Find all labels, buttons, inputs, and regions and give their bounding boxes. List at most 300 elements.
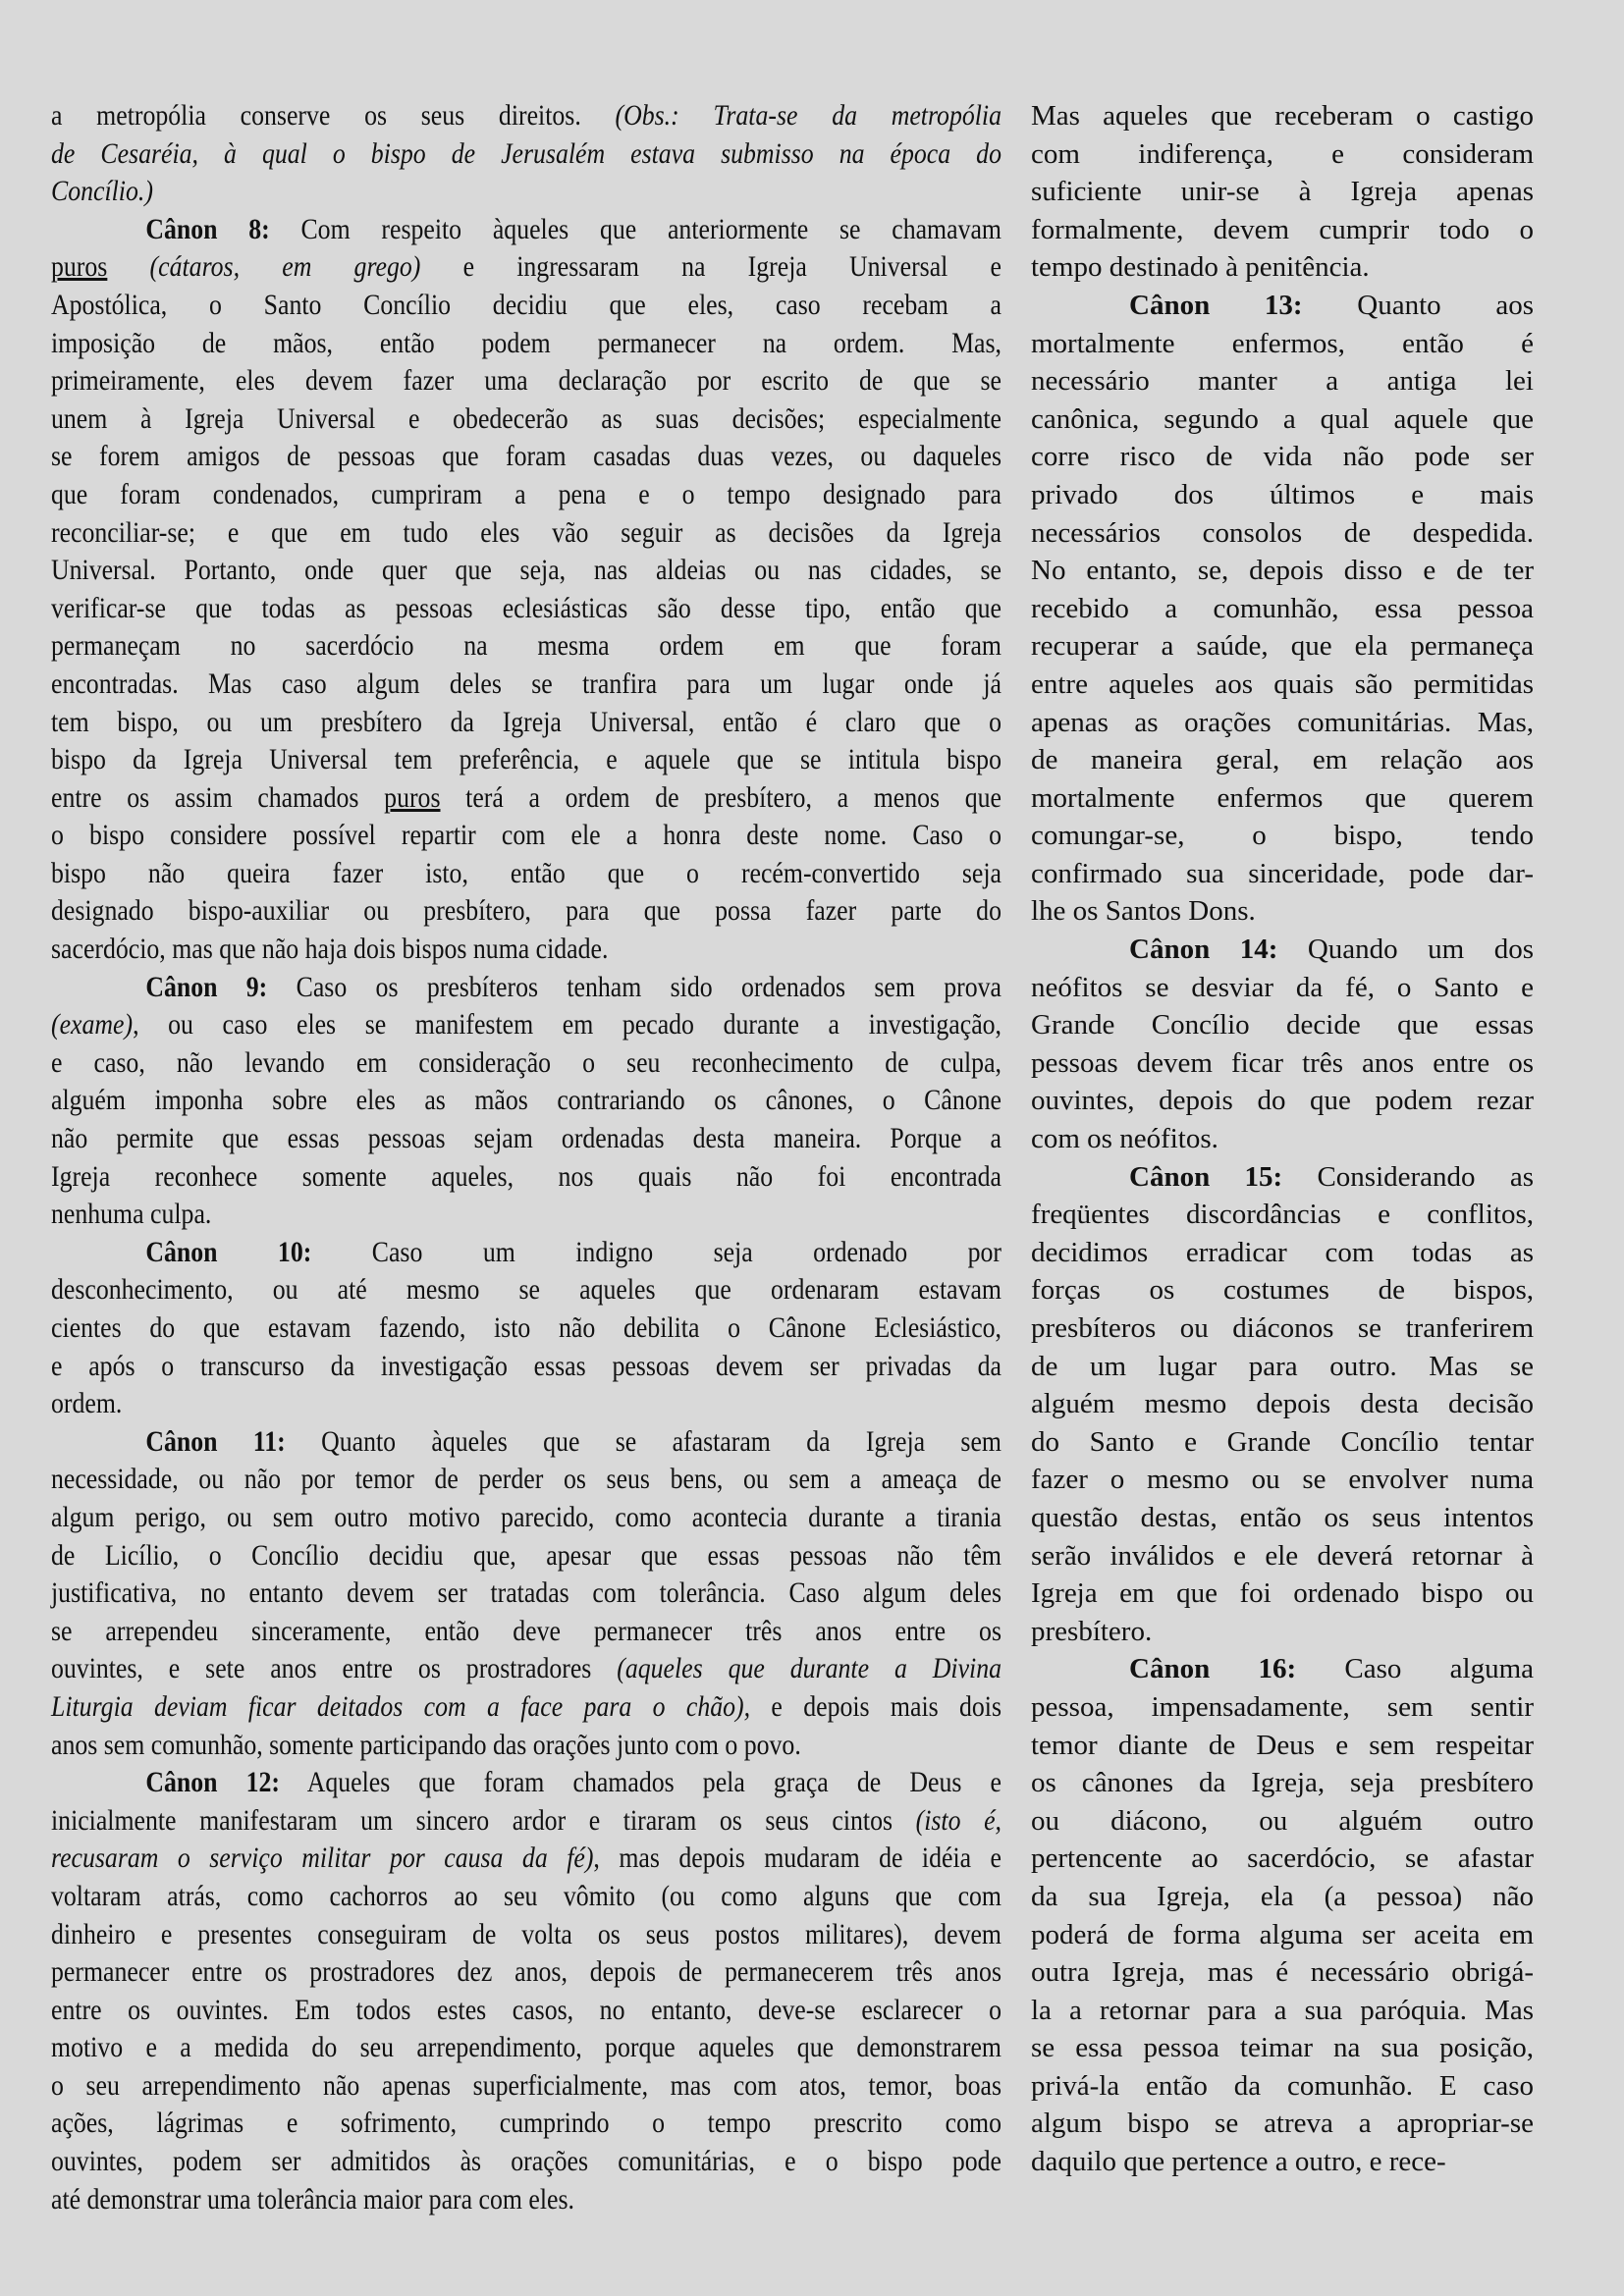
line-text	[51, 1613, 1001, 1651]
line-text	[51, 1044, 1001, 1083]
text-run: tem bispo, ou um presbítero da Igreja Universal, então é claro que o	[51, 705, 1001, 738]
paragraph-first-line	[1031, 931, 1534, 969]
text-run: Considerando as	[1282, 1160, 1534, 1193]
line-text	[51, 1309, 1001, 1348]
text-run: terá a ordem de presbítero, a menos que	[440, 780, 1002, 814]
text-run: o seu arrependimento não apenas superficialmente, mas com atos, temor, boas	[51, 2068, 1001, 2102]
line-text	[51, 969, 1001, 1007]
text-run: pertencente ao sacerdócio, se afastar	[1031, 1842, 1534, 1875]
canon-heading: Cânon 10:	[145, 1235, 312, 1268]
text-run: Caso um indigno seja ordenado por	[311, 1235, 1001, 1268]
line-text	[51, 855, 1001, 893]
text-run: algum perigo, ou sem outro motivo parecido, como acontecia durante a tirania	[51, 1500, 1001, 1533]
line-text	[51, 1348, 1001, 1386]
text-run: ou diácono, ou alguém outro	[1031, 1804, 1534, 1837]
text-line	[1031, 1196, 1534, 1234]
left-column	[51, 97, 1001, 2218]
line-text	[51, 779, 1001, 818]
line-text	[51, 1271, 1001, 1309]
line-text	[51, 173, 1001, 211]
text-line	[51, 2181, 1001, 2219]
text-run: recuperar a saúde, que ela permaneça	[1031, 630, 1534, 663]
line-text	[1031, 173, 1534, 211]
italic-note: (Obs.: Trata-se da metropólia	[615, 99, 1001, 132]
text-line	[1031, 1499, 1534, 1537]
text-line	[1031, 400, 1534, 439]
text-line	[51, 704, 1001, 742]
text-run: necessário manter a antiga lei	[1031, 365, 1534, 398]
text-line	[51, 779, 1001, 818]
text-line	[51, 1309, 1001, 1348]
line-text	[1031, 1234, 1534, 1272]
line-text	[51, 590, 1001, 628]
italic-note: recusaram o serviço militar por causa da fé)	[51, 1842, 594, 1875]
text-run: alguém imponha sobre eles as mãos contrariando os cânones, o Cânone	[51, 1084, 1001, 1117]
text-line	[51, 287, 1001, 325]
text-run: privado dos últimos e mais	[1031, 478, 1534, 510]
text-line	[1031, 1613, 1534, 1651]
text-run: e ingressaram na Igreja Universal e	[420, 250, 1001, 284]
text-line	[1031, 741, 1534, 779]
text-line	[1031, 969, 1534, 1007]
canon-heading: Cânon 15:	[1129, 1160, 1283, 1193]
line-text	[1031, 1120, 1534, 1158]
text-line	[1031, 2067, 1534, 2106]
line-text	[51, 325, 1001, 363]
text-line	[1031, 1271, 1534, 1309]
text-line	[51, 2143, 1001, 2181]
line-text	[1031, 1006, 1534, 1044]
text-run: se arrependeu sinceramente, então deve permanecer três anos entre os	[51, 1614, 1001, 1647]
line-text	[51, 1916, 1001, 1954]
text-line	[1031, 1348, 1534, 1386]
text-line	[1031, 779, 1534, 818]
text-line	[51, 135, 1001, 174]
text-run: canônica, segundo a qual aquele que	[1031, 402, 1534, 435]
text-run: os cânones da Igreja, seja presbítero	[1031, 1767, 1534, 1799]
text-run: No entanto, se, depois disso e de ter	[1031, 555, 1534, 587]
text-run: Quando um dos	[1277, 934, 1534, 966]
text-line	[1031, 2143, 1534, 2181]
text-run: ouvintes, podem ser admitidos às orações comunitárias, e o bispo pode	[51, 2145, 1001, 2178]
text-run: Quanto aos	[1302, 289, 1534, 321]
text-line	[1031, 173, 1534, 211]
text-line	[51, 1044, 1001, 1083]
text-run: neófitos se desviar da fé, o Santo e	[1031, 971, 1534, 1003]
text-run: Aqueles que foram chamados pela graça de Deus e	[279, 1766, 1001, 1799]
text-run: , ou caso eles se manifestem em pecado durante a investigação,	[133, 1008, 1001, 1041]
line-text	[1031, 1537, 1534, 1575]
text-line	[51, 1499, 1001, 1537]
line-text	[51, 1120, 1001, 1158]
text-line	[51, 248, 1001, 287]
text-run: ordem.	[51, 1387, 123, 1420]
text-line	[51, 173, 1001, 211]
text-run: que foram condenados, cumpriram a pena e o tempo designado para	[51, 477, 1001, 510]
line-text	[1031, 627, 1534, 666]
text-run: Igreja reconhece somente aqueles, nos quais não foi encontrada	[51, 1159, 1001, 1193]
line-text	[51, 704, 1001, 742]
line-text	[51, 1840, 1001, 1878]
line-text	[51, 2029, 1001, 2067]
paragraph-first-line	[1031, 1158, 1534, 1197]
text-run: necessidade, ou não por temor de perder os seus bens, ou sem a ameaça de	[51, 1463, 1001, 1496]
text-line	[1031, 1992, 1534, 2030]
text-line	[1031, 1953, 1534, 1992]
text-run: dinheiro e presentes conseguiram de volta os seus postos militares), devem	[51, 1917, 1001, 1950]
text-line	[51, 1158, 1001, 1197]
text-run: até demonstrar uma tolerância maior para com eles.	[51, 2182, 574, 2216]
text-run: presbíteros ou diáconos se tranferirem	[1031, 1312, 1534, 1344]
italic-note: (isto é,	[915, 1803, 1001, 1837]
text-line	[51, 2067, 1001, 2106]
text-run: alguém mesmo depois desta decisão	[1031, 1388, 1534, 1420]
text-run: Universal. Portanto, onde quer que seja, nas aldeias ou nas cidades, se	[51, 554, 1001, 587]
line-text	[1031, 287, 1534, 325]
line-text	[51, 1461, 1001, 1499]
text-line	[1031, 438, 1534, 476]
underlined-term: puros	[51, 250, 108, 284]
text-line	[51, 1613, 1001, 1651]
text-run: unem à Igreja Universal e obedecerão as suas decisões; especialmente	[51, 401, 1001, 435]
paragraph-first-line	[1031, 1650, 1534, 1688]
text-run: Apostólica, o Santo Concílio decidiu que eles, caso recebam a	[51, 288, 1001, 321]
text-line	[1031, 211, 1534, 249]
text-run: sacerdócio, mas que não haja dois bispos numa cidade.	[51, 933, 609, 966]
text-run: formalmente, devem cumprir todo o	[1031, 213, 1534, 245]
text-run: Igreja em que foi ordenado bispo ou	[1031, 1577, 1534, 1610]
line-text	[1031, 1196, 1534, 1234]
line-text	[51, 666, 1001, 704]
right-column	[1031, 97, 1534, 2181]
text-run: a metropólia conserve os seus direitos.	[51, 99, 616, 132]
text-run: Quanto àqueles que se afastaram da Igreja sem	[285, 1424, 1001, 1458]
text-line	[51, 1120, 1001, 1158]
text-line	[51, 666, 1001, 704]
text-line	[51, 627, 1001, 666]
text-line	[1031, 135, 1534, 174]
line-text	[1031, 969, 1534, 1007]
line-text	[51, 1499, 1001, 1537]
line-text	[51, 2143, 1001, 2181]
line-text	[1031, 704, 1534, 742]
line-text	[51, 287, 1001, 325]
text-line	[1031, 590, 1534, 628]
text-run: mortalmente enfermos, então é	[1031, 327, 1534, 359]
text-line	[51, 362, 1001, 400]
canon-heading: Cânon 9:	[145, 970, 268, 1003]
text-run: cientes do que estavam fazendo, isto não debilita o Cânone Eclesiástico,	[51, 1311, 1001, 1344]
text-line	[51, 1537, 1001, 1575]
text-line	[1031, 1764, 1534, 1802]
text-line	[51, 1953, 1001, 1992]
text-line	[1031, 97, 1534, 135]
line-text	[1031, 1461, 1534, 1499]
text-run: fazer o mesmo ou se envolver numa	[1031, 1464, 1534, 1496]
line-text	[1031, 1158, 1534, 1197]
text-line	[1031, 892, 1534, 931]
text-run: se essa pessoa teimar na sua posição,	[1031, 2032, 1534, 2064]
text-run: inicialmente manifestaram um sincero ardor e tiraram os seus cintos	[51, 1803, 916, 1837]
line-text	[1031, 1727, 1534, 1765]
text-line	[51, 2029, 1001, 2067]
line-text	[1031, 590, 1534, 628]
line-text	[51, 438, 1001, 476]
text-run: apenas as orações comunitárias. Mas,	[1031, 706, 1534, 738]
text-run	[107, 250, 149, 283]
text-run: bispo da Igreja Universal tem preferência, e aquele que se intitula bispo	[51, 743, 1001, 776]
line-text	[1031, 1688, 1534, 1727]
canon-heading: Cânon 14:	[1129, 934, 1278, 966]
text-line	[1031, 1120, 1534, 1158]
text-line	[1031, 855, 1534, 893]
text-line	[1031, 552, 1534, 590]
text-run: pessoas devem ficar três anos entre os	[1031, 1046, 1534, 1079]
line-text	[1031, 779, 1534, 818]
text-run: e após o transcurso da investigação essas pessoas devem ser privadas da	[51, 1349, 1001, 1382]
text-run: forças os costumes de bispos,	[1031, 1274, 1534, 1307]
text-run: encontradas. Mas caso algum deles se tranfira para um lugar onde já	[51, 667, 1001, 700]
text-line	[1031, 1537, 1534, 1575]
text-line	[1031, 1006, 1534, 1044]
line-text	[1031, 1992, 1534, 2030]
line-text	[51, 1688, 1001, 1727]
line-text	[1031, 325, 1534, 363]
text-run: da sua Igreja, ela (a pessoa) não	[1031, 1880, 1534, 1912]
line-text	[1031, 2029, 1534, 2067]
text-line	[1031, 704, 1534, 742]
italic-note: de Cesaréia, à qual o bispo de Jerusalém estava submisso na época do	[51, 136, 1001, 170]
text-run: o bispo considere possível repartir com ele a honra deste nome. Caso o	[51, 819, 1001, 852]
text-run: bispo não queira fazer isto, então que o recém-convertido seja	[51, 856, 1001, 889]
text-line	[1031, 1385, 1534, 1423]
text-line	[51, 1575, 1001, 1613]
text-line	[1031, 1840, 1534, 1878]
text-line	[51, 2105, 1001, 2143]
text-run: designado bispo-auxiliar ou presbítero, para que possa fazer parte do	[51, 894, 1001, 928]
text-run: primeiramente, eles devem fazer uma declaração por escrito de que se	[51, 364, 1001, 398]
text-line	[51, 1271, 1001, 1309]
line-text	[1031, 248, 1534, 287]
italic-note: Liturgia deviam ficar deitados com a face para o chão),	[51, 1689, 751, 1723]
text-run: entre os assim chamados	[51, 780, 385, 814]
text-run: daquilo que pertence a outro, e rece-	[1031, 2146, 1446, 2178]
text-run: comungar-se, o bispo, tendo	[1031, 820, 1534, 852]
text-line	[1031, 476, 1534, 514]
text-line	[1031, 1309, 1534, 1348]
text-run: com os neófitos.	[1031, 1123, 1218, 1155]
text-line	[1031, 1082, 1534, 1120]
line-text	[1031, 1082, 1534, 1120]
text-line	[51, 590, 1001, 628]
text-line	[1031, 1688, 1534, 1727]
paragraph-first-line	[1031, 287, 1534, 325]
text-run: ouvintes, depois do que podem rezar	[1031, 1085, 1534, 1117]
paragraph-first-line	[51, 969, 1001, 1007]
italic-note: Concílio.)	[51, 175, 153, 208]
text-run: algum bispo se atreva a apropriar-se	[1031, 2108, 1534, 2140]
text-run: nenhuma culpa.	[51, 1198, 212, 1231]
text-run: questão destas, então os seus intentos	[1031, 1501, 1534, 1533]
line-text	[51, 741, 1001, 779]
text-line	[51, 1802, 1001, 1841]
text-run: lhe os Santos Dons.	[1031, 895, 1256, 928]
text-run: com indiferença, e consideram	[1031, 137, 1534, 170]
text-run: motivo e a medida do seu arrependimento, porque aqueles que demonstrarem	[51, 2031, 1001, 2064]
text-line	[51, 514, 1001, 553]
paragraph-first-line	[51, 1764, 1001, 1802]
line-text	[1031, 1840, 1534, 1878]
text-line	[1031, 1916, 1534, 1954]
text-run: outra Igreja, mas é necessário obrigá-	[1031, 1956, 1534, 1989]
line-text	[1031, 2105, 1534, 2143]
text-line	[51, 1082, 1001, 1120]
paragraph-first-line	[51, 1423, 1001, 1462]
line-text	[1031, 1916, 1534, 1954]
line-text	[51, 1158, 1001, 1197]
line-text	[1031, 476, 1534, 514]
text-run: ouvintes, e sete anos entre os prostradores	[51, 1652, 618, 1685]
line-text	[51, 892, 1001, 931]
text-line	[51, 438, 1001, 476]
line-text	[1031, 1499, 1534, 1537]
line-text	[1031, 552, 1534, 590]
text-run: poderá de forma alguma ser aceita em	[1031, 1918, 1534, 1950]
line-text	[1031, 400, 1534, 439]
line-text	[51, 248, 1001, 287]
text-run: imposição de mãos, então podem permanecer na ordem. Mas,	[51, 326, 1001, 359]
text-run: de maneira geral, em relação aos	[1031, 744, 1534, 776]
line-text	[51, 2067, 1001, 2106]
text-run: anos sem comunhão, somente participando das orações junto com o povo.	[51, 1728, 801, 1761]
text-line	[1031, 1423, 1534, 1462]
line-text	[51, 514, 1001, 553]
text-line	[51, 741, 1001, 779]
canon-heading: Cânon 12:	[145, 1766, 280, 1799]
text-line	[51, 1385, 1001, 1423]
text-line	[1031, 1575, 1534, 1613]
line-text	[51, 211, 1001, 249]
line-text	[51, 1196, 1001, 1234]
text-line	[51, 855, 1001, 893]
line-text	[1031, 1764, 1534, 1802]
line-text	[1031, 438, 1534, 476]
text-line	[51, 1727, 1001, 1765]
text-run: freqüentes discordâncias e conflitos,	[1031, 1199, 1534, 1231]
line-text	[51, 2105, 1001, 2143]
text-run: e depois mais dois	[750, 1689, 1002, 1723]
italic-note: (exame)	[51, 1008, 134, 1041]
line-text	[1031, 1044, 1534, 1083]
line-text	[1031, 1953, 1534, 1992]
line-text	[51, 1650, 1001, 1688]
line-text	[1031, 211, 1534, 249]
text-run: não permite que essas pessoas sejam ordenadas desta maneira. Porque a	[51, 1122, 1001, 1155]
line-text	[1031, 2067, 1534, 2106]
text-run: decidimos erradicar com todas as	[1031, 1236, 1534, 1268]
line-text	[1031, 1271, 1534, 1309]
text-run: recebido a comunhão, essa pessoa	[1031, 592, 1534, 624]
text-run: e caso, não levando em consideração o seu reconhecimento de culpa,	[51, 1045, 1001, 1079]
line-text	[1031, 855, 1534, 893]
text-run: de Licílio, o Concílio decidiu que, apesar que essas pessoas não têm	[51, 1538, 1001, 1572]
line-text	[1031, 1613, 1534, 1651]
text-run: reconciliar-se; e que em tudo eles vão seguir as decisões da Igreja	[51, 515, 1001, 549]
line-text	[1031, 2143, 1534, 2181]
line-text	[51, 1575, 1001, 1613]
text-run: do Santo e Grande Concílio tentar	[1031, 1425, 1534, 1458]
line-text	[51, 931, 1001, 969]
text-line	[51, 1916, 1001, 1954]
text-run: corre risco de vida não pode ser	[1031, 441, 1534, 473]
text-line	[1031, 1234, 1534, 1272]
line-text	[1031, 1385, 1534, 1423]
text-line	[51, 400, 1001, 439]
text-run: Grande Concílio decide que essas	[1031, 1009, 1534, 1041]
line-text	[51, 1992, 1001, 2030]
line-text	[1031, 135, 1534, 174]
text-run: presbítero.	[1031, 1615, 1153, 1647]
text-line	[1031, 666, 1534, 704]
italic-note: (aqueles que durante a Divina	[617, 1652, 1001, 1685]
text-line	[51, 476, 1001, 514]
text-run: Com respeito àqueles que anteriormente se chamavam	[269, 212, 1001, 245]
line-text	[1031, 1575, 1534, 1613]
text-run: desconhecimento, ou até mesmo se aqueles que ordenaram estavam	[51, 1273, 1001, 1307]
paragraph-first-line	[51, 211, 1001, 249]
line-text	[1031, 1878, 1534, 1916]
text-line	[51, 1992, 1001, 2030]
text-line	[51, 1461, 1001, 1499]
text-run: pessoa, impensadamente, sem sentir	[1031, 1690, 1534, 1723]
line-text	[51, 627, 1001, 666]
line-text	[1031, 1309, 1534, 1348]
text-line	[51, 1840, 1001, 1878]
line-text	[51, 1082, 1001, 1120]
text-line	[1031, 1461, 1534, 1499]
line-text	[1031, 931, 1534, 969]
text-line	[51, 1878, 1001, 1916]
text-line	[1031, 817, 1534, 855]
canon-heading: Cânon 8:	[145, 212, 270, 245]
text-run: Caso alguma	[1296, 1653, 1535, 1685]
line-text	[51, 362, 1001, 400]
text-line	[1031, 1044, 1534, 1083]
line-text	[1031, 892, 1534, 931]
text-line	[51, 1006, 1001, 1044]
line-text	[1031, 1802, 1534, 1841]
text-line	[1031, 2029, 1534, 2067]
text-run: serão inválidos e ele deverá retornar à	[1031, 1539, 1534, 1572]
text-line	[1031, 248, 1534, 287]
text-run: tempo destinado à penitência.	[1031, 251, 1370, 284]
line-text	[1031, 741, 1534, 779]
text-run: verificar-se que todas as pessoas eclesiásticas são desse tipo, então que	[51, 591, 1001, 624]
text-run: temor diante de Deus e sem respeitar	[1031, 1729, 1534, 1761]
line-text	[51, 135, 1001, 174]
line-text	[51, 1878, 1001, 1916]
text-run: la a retornar para a sua paróquia. Mas	[1031, 1994, 1534, 2026]
text-run: privá-la então da comunhão. E caso	[1031, 2069, 1534, 2102]
text-run: permanecer entre os prostradores dez anos, depois de permanecerem três anos	[51, 1955, 1001, 1989]
line-text	[51, 1234, 1001, 1272]
text-run: Caso os presbíteros tenham sido ordenados sem prova	[267, 970, 1001, 1003]
canon-heading: Cânon 16:	[1129, 1653, 1297, 1685]
text-line	[1031, 1878, 1534, 1916]
line-text	[51, 1423, 1001, 1462]
line-text	[51, 817, 1001, 855]
text-run: necessários consolos de despedida.	[1031, 516, 1534, 549]
